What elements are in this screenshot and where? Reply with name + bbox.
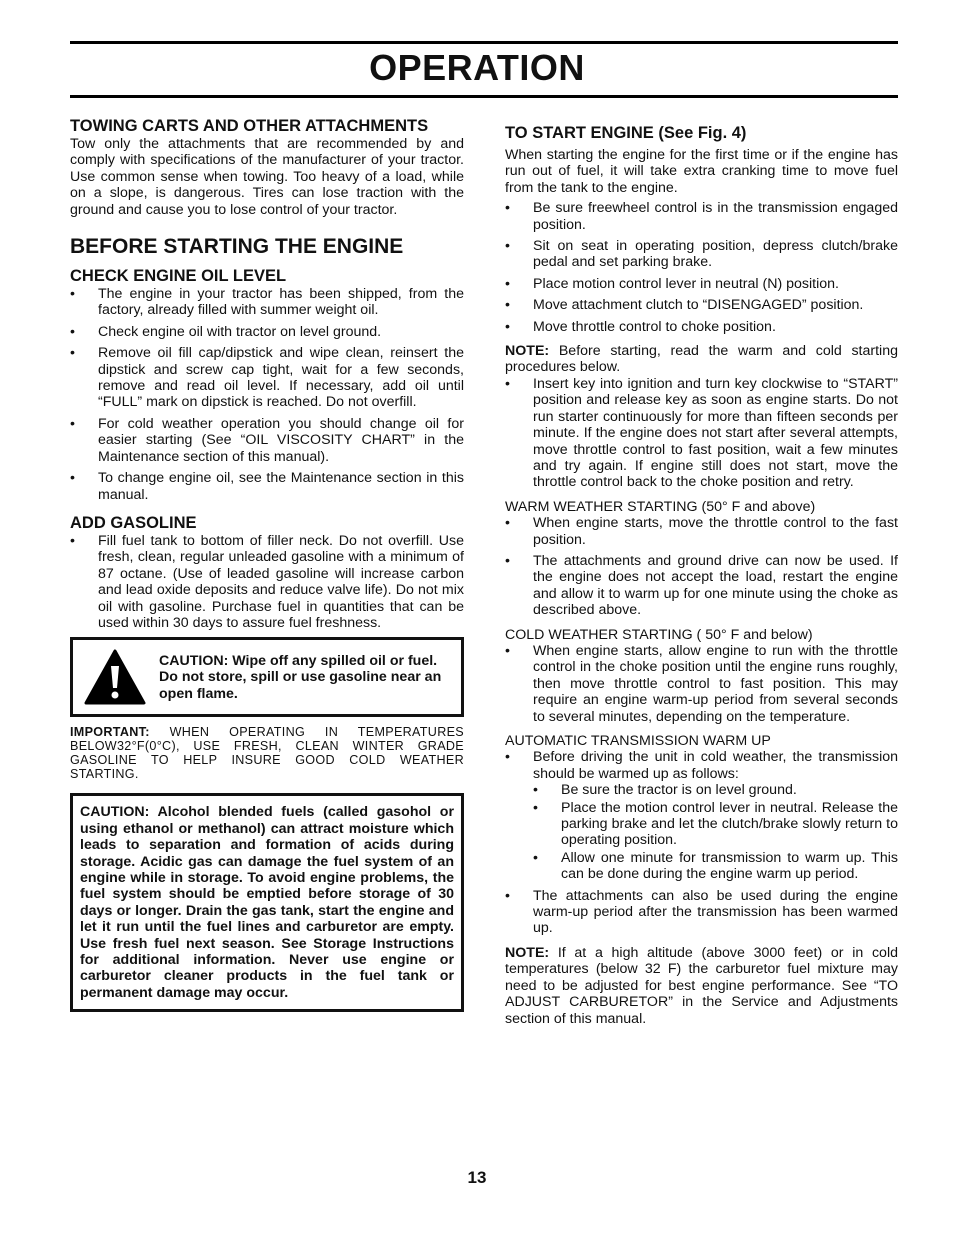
list-item: • When engine starts, allow engine to run with the throttle control in the choke position until the engine runs roughly, then move throttle control to fast position. This may require an engine warm-up period from several seconds to several minutes, depending on the temperature. [505, 643, 898, 725]
check-oil-heading: CHECK ENGINE OIL LEVEL [70, 267, 287, 286]
start-engine-heading: TO START ENGINE (See Fig. 4) [505, 124, 747, 142]
list-item: • To change engine oil, see the Maintenance section in this manual. [70, 470, 464, 503]
note-label: NOTE: [505, 343, 550, 360]
add-gasoline-heading: ADD GASOLINE [70, 513, 197, 532]
caution-box-alcohol [70, 793, 464, 1012]
note-before-starting [505, 343, 898, 376]
towing-heading: TOWING CARTS AND OTHER ATTACHMENTS [70, 117, 429, 135]
list-item: • Remove oil fill cap/dipstick and wipe clean, reinsert the dipstick and screw cap tight, wait for a few seconds, remove and read oil level. If necessary, add oil until “FULL” mark on dipstick is reached. Do not overfill. [70, 345, 464, 411]
towing-text: Tow only the attachments that are recommended by and comply with specifications of the manufacturer of your tractor. Use common sense when towing. Too heavy of a load, while on a slope, is dangerous. Tires can lose traction with the ground and cause you to lose control of your tractor. [70, 136, 464, 218]
key-steps-list [505, 376, 898, 491]
header-top-rule [70, 41, 898, 44]
auto-trans-substeps [533, 782, 898, 882]
add-gasoline-list [70, 533, 464, 631]
list-item: • Be sure the tractor is on level ground. [533, 782, 898, 798]
auto-trans-item-text: Before driving the unit in cold weather, the transmission should be warmed up as follows: [533, 749, 898, 782]
note-text: Before starting, read the warm and cold starting procedures below. [505, 343, 898, 376]
caution-fuel-text: CAUTION: Wipe off any spilled oil or fuel. Do not store, spill or use gasoline near an open flame. [159, 652, 442, 702]
before-starting-heading: BEFORE STARTING THE ENGINE [70, 235, 404, 259]
warm-weather-list [505, 515, 898, 618]
list-item: • The attachments can also be used during the engine warm-up period after the transmission has been warmed up. [505, 888, 898, 937]
list-item: • Sit on seat in operating position, depress clutch/brake pedal and set parking brake. [505, 238, 898, 271]
list-item: • Insert key into ignition and turn key clockwise to “START” position and release key as soon as engine starts. Do not run starter continuously for more than fifteen seconds per minute. If the engine does not start after several attempts, move throttle control to fast position, wait a few minutes and try again. If engine still does not start, move the throttle control back to the choke position and retry. [505, 376, 898, 491]
list-item: • Place the motion control lever in neutral. Release the parking brake and let the clutch/brake slowly return to operating position. [533, 800, 898, 849]
header-bottom-rule [70, 95, 898, 98]
important-label: IMPORTANT: [70, 725, 150, 740]
auto-trans-list [505, 749, 898, 936]
list-item: • Allow one minute for transmission to warm up. This can be done during the engine warm up period. [533, 850, 898, 883]
list-item: • The engine in your tractor has been shipped, from the factory, already filled with summer weight oil. [70, 286, 464, 319]
list-item: • Place motion control lever in neutral (N) position. [505, 276, 898, 292]
warning-triangle-icon [83, 648, 147, 706]
list-item: • Be sure freewheel control is in the transmission engaged position. [505, 200, 898, 233]
list-item: • Move throttle control to choke position. [505, 319, 898, 335]
note-altitude [505, 945, 898, 1027]
caution-alcohol-text: CAUTION: Alcohol blended fuels (called gasohol or using ethanol or methanol) can attract moisture which leads to separation and formation of acids during storage. Acidic gas can damage the fuel system of an engine while in storage. To avoid engine problems, the fuel system should be emptied before storage of 30 days or longer. Drain the gas tank, start the engine and let it run until the fuel lines and carburetor are empty. Use fresh fuel next season. See Storage Instructions for additional information. Never use engine or carburetor cleaner products in the fuel tank or permanent damage may occur. [80, 804, 454, 1001]
left-column [70, 112, 464, 1012]
list-item [505, 749, 898, 882]
right-column [505, 112, 898, 1027]
important-note [70, 725, 464, 781]
list-item: • The attachments and ground drive can now be used. If the engine does not accept the load, restart the engine and allow it to warm up for one minute using the choke as described above. [505, 553, 898, 619]
cold-weather-heading: COLD WEATHER STARTING ( 50° F and below) [505, 626, 813, 643]
important-text: WHEN OPERATING IN TEMPERATURES BELOW32°F(0°C), USE FRESH, CLEAN WINTER GRADE GASOLINE TO HELP INSURE GOOD COLD WEATHER STARTING. [70, 725, 464, 782]
warm-weather-heading: WARM WEATHER STARTING (50° F and above) [505, 498, 816, 515]
list-item: • When engine starts, move the throttle control to the fast position. [505, 515, 898, 548]
page-title: OPERATION [369, 47, 585, 88]
check-oil-list [70, 286, 464, 503]
note-text: If at a high altitude (above 3000 feet) or in cold temperatures (below 32 F) the carburetor fuel mixture may need to be adjusted for best engine performance. See “TO ADJUST CARBURETOR” in the Service and Adjustments section of this manual. [505, 944, 898, 1027]
page-number: 13 [467, 1168, 487, 1187]
start-steps-list [505, 200, 898, 335]
auto-trans-heading: AUTOMATIC TRANSMISSION WARM UP [505, 733, 771, 749]
cold-weather-list [505, 643, 898, 725]
list-item: • Move attachment clutch to “DISENGAGED” position. [505, 297, 898, 313]
start-intro: When starting the engine for the first time or if the engine has run out of fuel, it will take extra cranking time to move fuel from the tank to the engine. [505, 147, 898, 196]
list-item: • Fill fuel tank to bottom of filler neck. Do not overfill. Use fresh, clean, regular unleaded gasoline with a minimum of 87 octane. (Use of leaded gasoline will increase carbon and lead oxide deposits and reduce valve life). Do not mix oil with gasoline. Purchase fuel in quantities that can be used within 30 days to assure fuel freshness. [70, 533, 464, 631]
caution-box-fuel [70, 637, 464, 717]
note-label: NOTE: [505, 944, 550, 961]
list-item: • For cold weather operation you should change oil for easier starting (See “OIL VISCOSITY CHART” in the Maintenance section of this manual). [70, 416, 464, 465]
list-item: • Check engine oil with tractor on level ground. [70, 324, 464, 340]
